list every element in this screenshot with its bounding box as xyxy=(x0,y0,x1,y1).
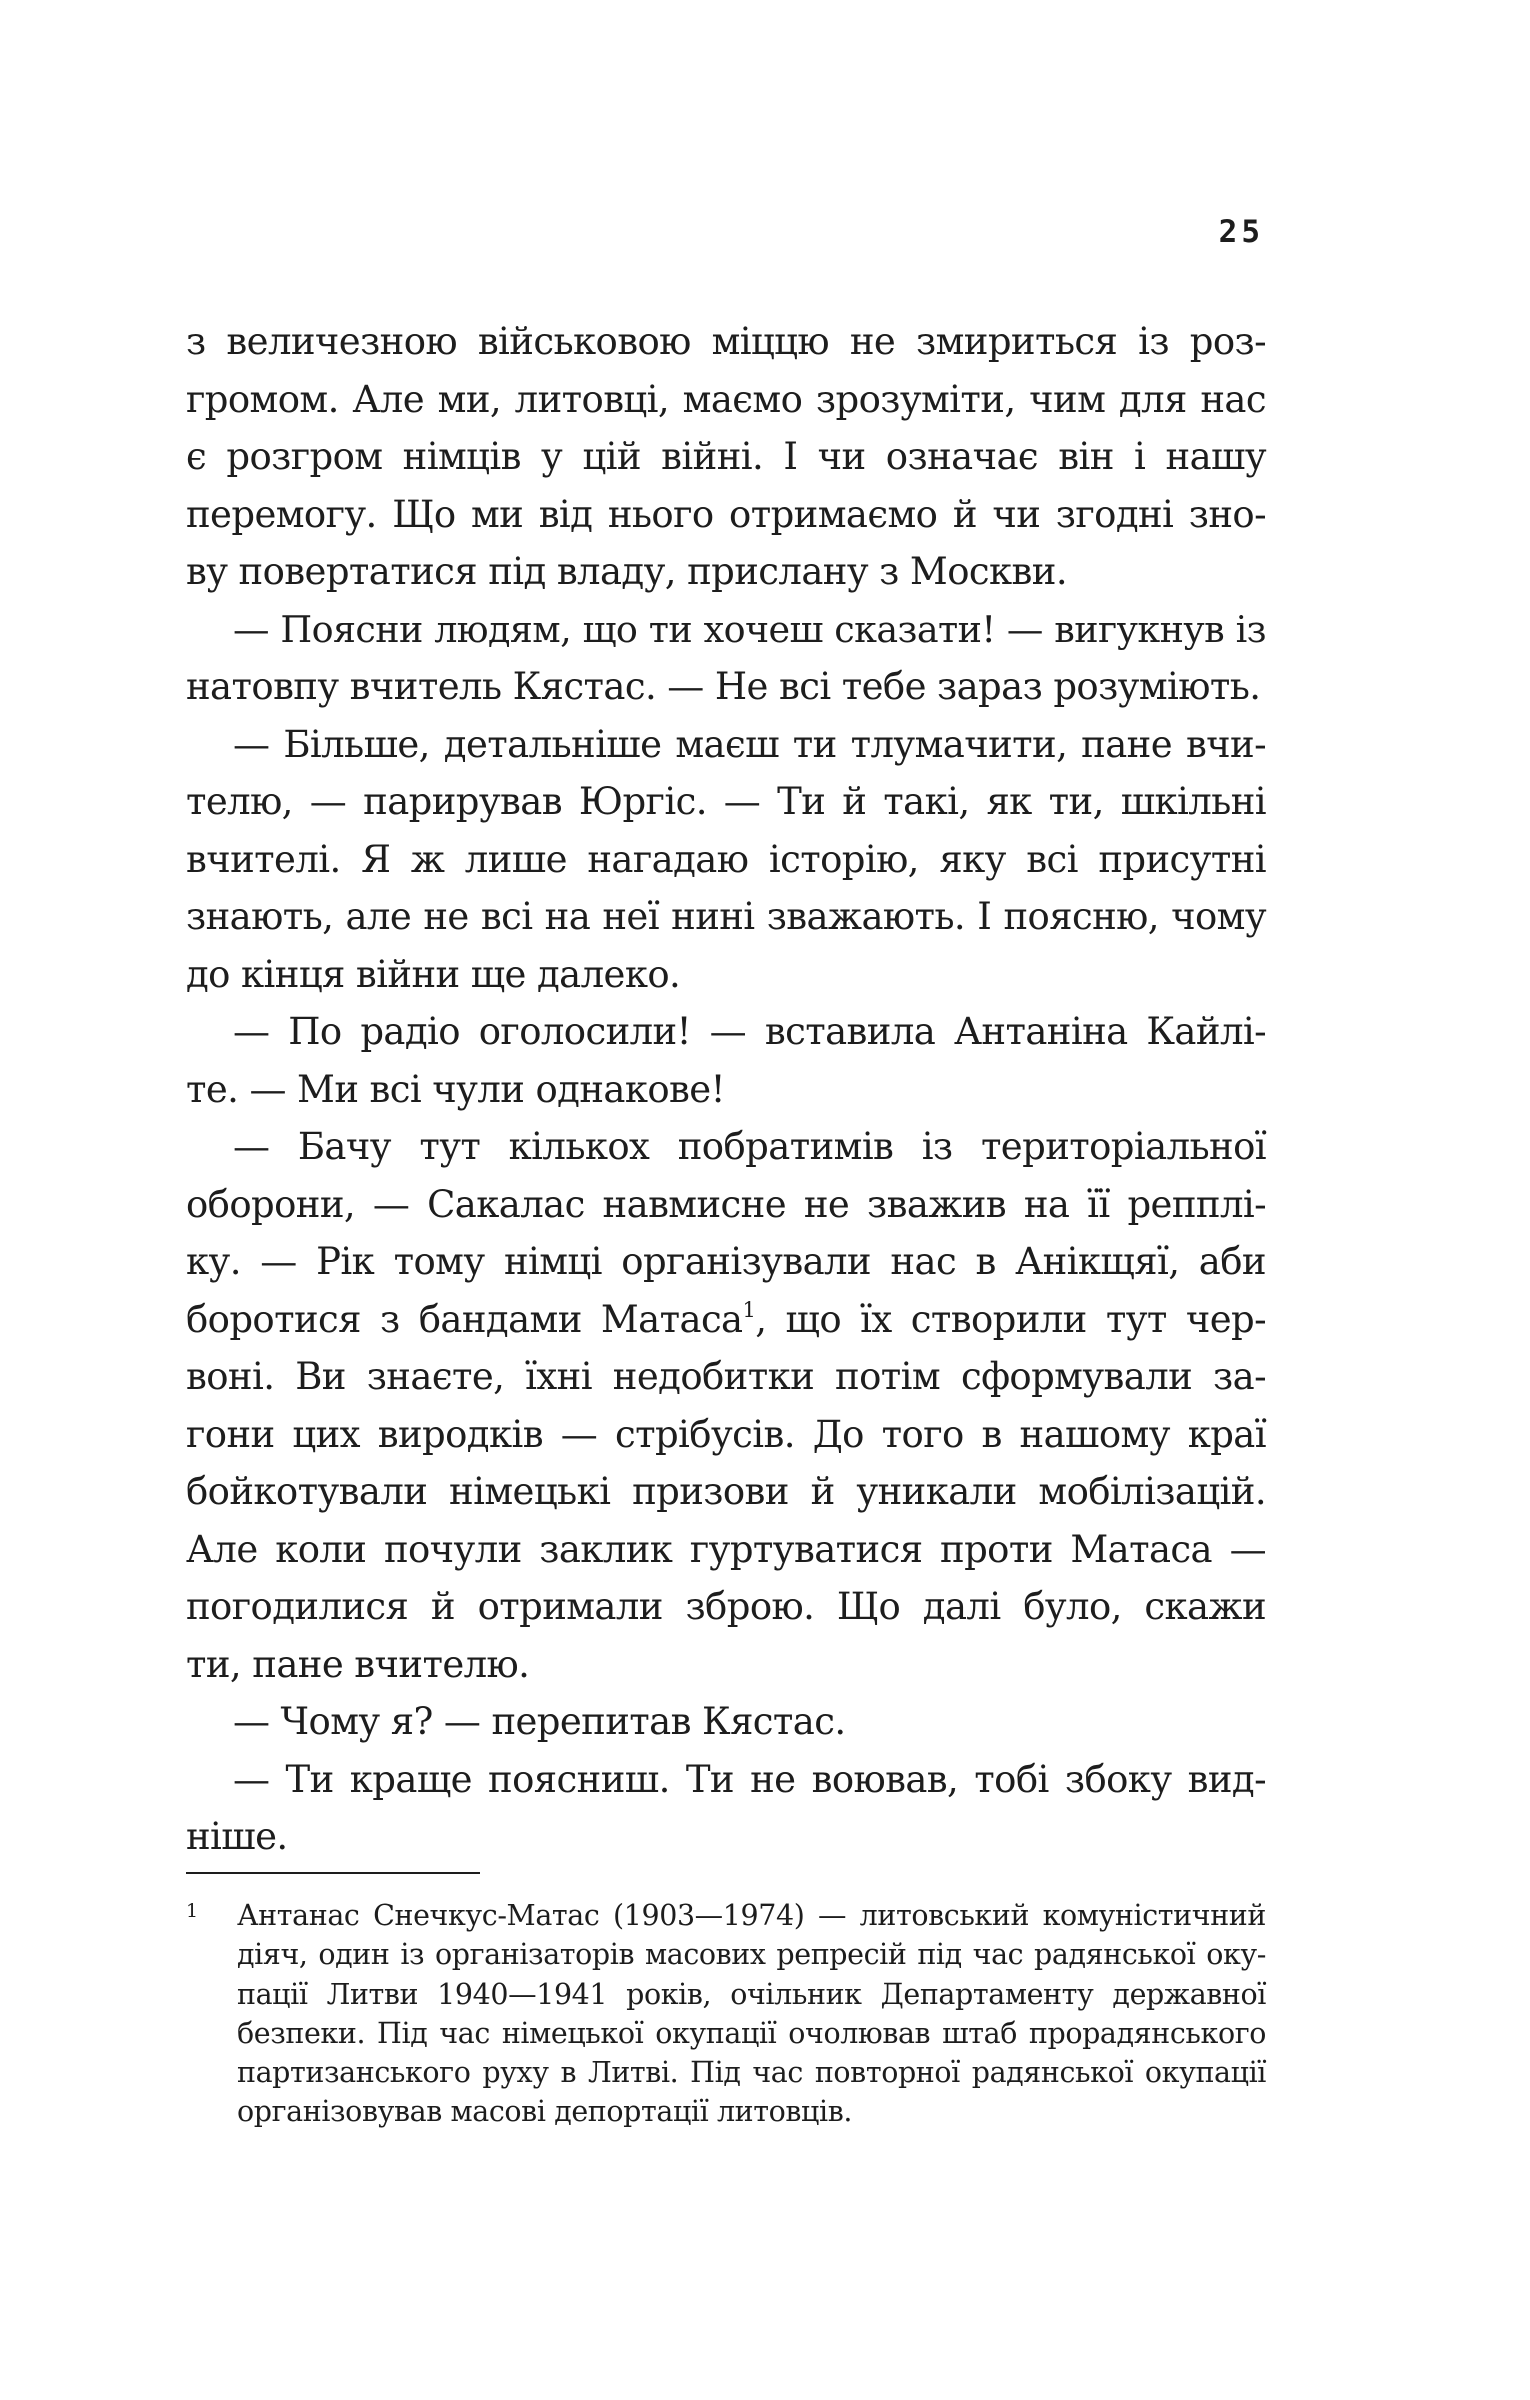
text-line-with-footnote xyxy=(186,1291,1266,1349)
text-line: ти, пане вчителю. xyxy=(186,1642,530,1686)
text-line: — По радіо оголосили! — вставила Антаніна Кайлі- xyxy=(233,1010,1266,1053)
text-line: з величезною військовою міццю не змириться із роз- xyxy=(186,320,1266,363)
page-number: 25 xyxy=(1218,214,1264,250)
footnote-line: Антанас Снечкус-Матас (1903—1974) — литовський комуністичний xyxy=(237,1899,1266,1932)
text-line: — Ти краще поясниш. Ти не воював, тобі збоку вид- xyxy=(233,1757,1266,1801)
footnote-marker: 1 xyxy=(186,1900,199,1922)
text-line: — Бачу тут кількох побратимів із територіальної xyxy=(233,1125,1266,1168)
text-line: воні. Ви знаєте, їхні недобитки потім сформували за- xyxy=(186,1355,1266,1398)
footnote-line: організовував масові депортації литовців. xyxy=(237,2095,852,2129)
text-line: бойкотували німецькі призови й уникали мобілізацій. xyxy=(186,1470,1266,1513)
text-line: вчителі. Я ж лише нагадаю історію, яку всі присутні xyxy=(186,837,1266,881)
text-line: натовпу вчитель Кястас. — Не всі тебе зараз розуміють. xyxy=(186,665,1261,708)
main-text xyxy=(186,313,1266,1866)
text-line: знають, але не всі на неї нині зважають. І поясню, чому xyxy=(186,895,1266,938)
text-segment: боротися з бандами Матаса xyxy=(186,1297,743,1341)
text-line: ку. — Рік тому німці організували нас в Анікщяї, аби xyxy=(186,1240,1266,1283)
text-line: є розгром німців у цій війні. І чи означає він і нашу xyxy=(186,435,1266,478)
text-line: — Більше, детальніше маєш ти тлумачити, пане вчи- xyxy=(233,722,1266,766)
text-line: ніше. xyxy=(186,1815,288,1858)
footnote-text xyxy=(237,1896,1266,2132)
text-line: — Поясни людям, що ти хочеш сказати! — вигукнув із xyxy=(233,607,1266,651)
footnote-line: партизанського руху в Литві. Під час повторної радянської окупації xyxy=(237,2056,1266,2090)
text-line: перемогу. Що ми від нього отримаємо й чи згодні зно- xyxy=(186,492,1266,536)
text-line: погодилися й отримали зброю. Що далі було, скажи xyxy=(186,1585,1266,1628)
footnote-divider xyxy=(186,1872,480,1874)
text-segment: , що їх створили тут чер- xyxy=(755,1297,1266,1341)
text-line: до кінця війни ще далеко. xyxy=(186,952,681,996)
text-line: те. — Ми всі чули однакове! xyxy=(186,1067,725,1111)
text-line: оборони, — Сакалас навмисне не зважив на її репплі- xyxy=(186,1182,1266,1226)
footnote-line: діяч, один із організаторів масових репресій під час радянської оку- xyxy=(237,1938,1266,1972)
text-line: гони цих виродків — стрібусів. До того в нашому краї xyxy=(186,1412,1266,1456)
text-line: ву повертатися під владу, прислану з Москви. xyxy=(186,550,1067,593)
text-line: громом. Але ми, литовці, маємо зрозуміти, чим для нас xyxy=(186,377,1266,421)
text-line: — Чому я? — перепитав Кястас. xyxy=(233,1700,846,1743)
text-line: телю, — парирував Юргіс. — Ти й такі, як ти, шкільні xyxy=(186,780,1266,823)
footnote-reference[interactable]: 1 xyxy=(742,1297,756,1322)
text-line: Але коли почули заклик гуртуватися проти Матаса — xyxy=(186,1527,1266,1571)
footnote-line: безпеки. Під час німецької окупації очолював штаб прорадянського xyxy=(237,2016,1266,2050)
footnote-line: пації Литви 1940—1941 років, очільник Департаменту державної xyxy=(237,1977,1266,2011)
